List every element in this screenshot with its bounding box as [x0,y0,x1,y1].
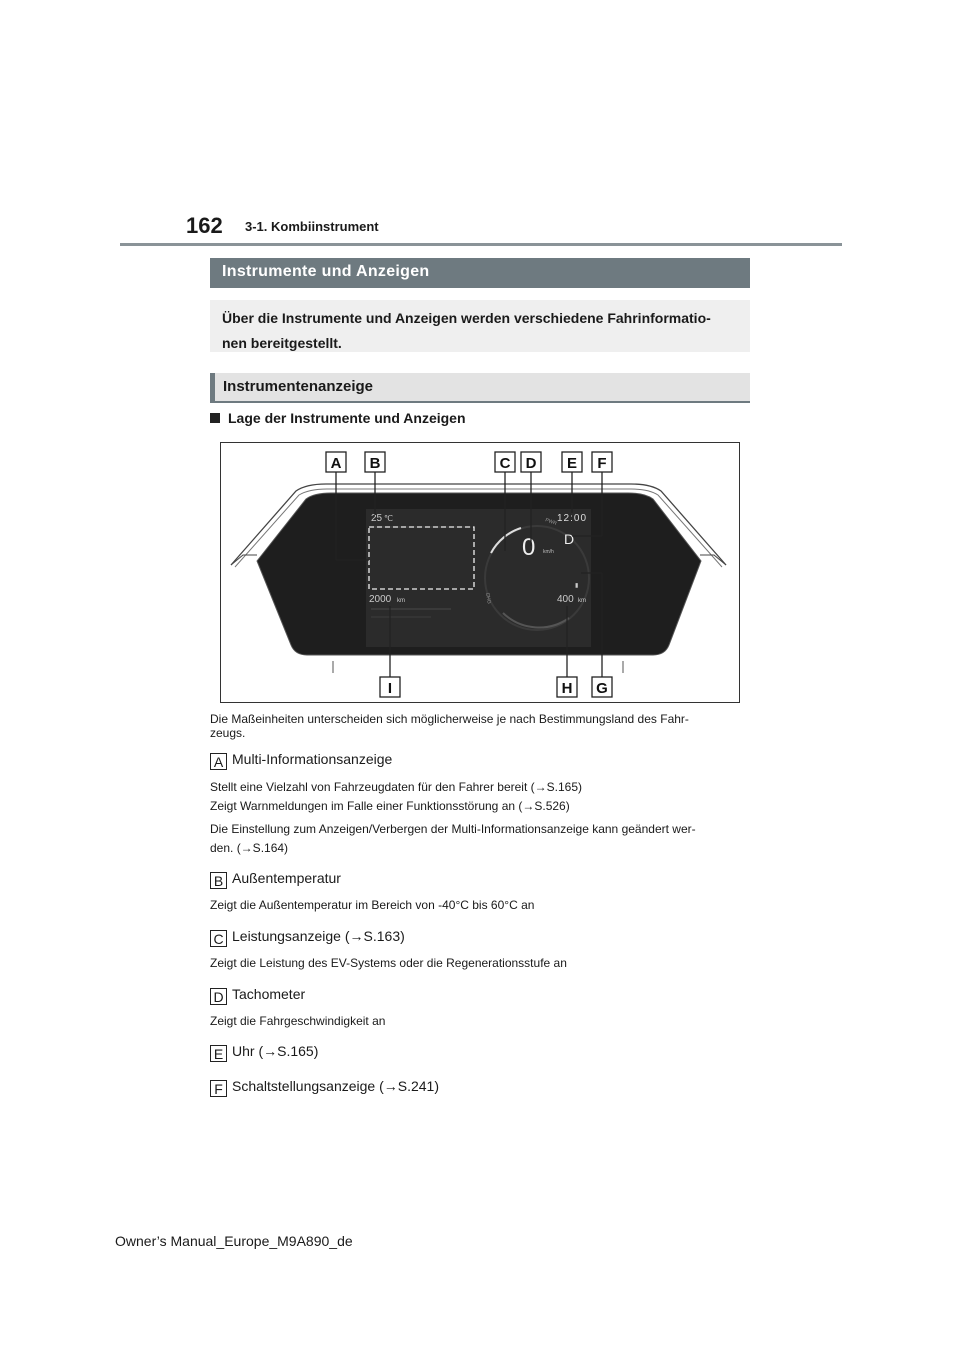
item-c-heading [210,928,405,947]
odometer-unit: km [397,598,405,604]
intro-line-2: nen bereitgestellt. [222,335,342,351]
section-title: 3-1. Kombiinstrument [245,219,379,234]
item-a-letter: A [210,753,227,770]
item-d-letter: D [210,988,227,1005]
item-c-desc-1: Zeigt die Leistung des EV-Systems oder die Regenerationsstufe an [210,956,567,970]
callout-f: F [597,455,607,472]
item-d-desc-1: Zeigt die Fahrgeschwindigkeit an [210,1014,386,1028]
pwr-label: PWR [544,517,558,527]
item-d-title: Tachometer [232,986,306,1002]
main-heading: Instrumente und Anzeigen [210,258,750,288]
item-a-desc-3: Die Einstellung zum Anzeigen/Verbergen der Multi-Informationsanzeige kann geändert wer- [210,822,696,836]
item-b-title: Außentemperatur [232,870,341,886]
range-unit: km [578,598,586,604]
callout-i: I [387,680,393,697]
range-gauge-icon: ▮ [575,583,579,589]
item-a-desc-2: Zeigt Warnmeldungen im Falle einer Funktionsstörung an (→S.526) [210,799,570,813]
figure-caption [210,712,750,740]
item-a-desc-1: Stellt eine Vielzahl von Fahrzeugdaten für den Fahrer bereit (→S.165) [210,780,582,794]
item-b-desc-1: Zeigt die Außentemperatur im Bereich von -40°C bis 60°C an [210,898,535,912]
header-divider [120,243,842,246]
item-b-heading [210,870,341,889]
footer-text: Owner’s Manual_Europe_M9A890_de [115,1233,353,1249]
intro-line-1: Über die Instrumente und Anzeigen werden verschiedene Fahrinformatio- [222,310,711,326]
sub-heading: Instrumentenanzeige [210,373,750,403]
callout-e: E [566,455,578,472]
callout-h: H [561,680,573,697]
instrument-cluster-figure [220,442,740,703]
caption-line-2: zeugs. [210,726,246,740]
bullet-heading [210,410,466,426]
bullet-square-icon [210,413,220,423]
item-f-title: Schaltstellungsanzeige (→S.241) [232,1078,440,1094]
item-e-title: Uhr (→S.165) [232,1043,319,1059]
item-c-letter: C [210,930,227,947]
range-value: 400 [557,594,574,605]
clock-value: 12:00 [557,513,588,524]
bullet-heading-text: Lage der Instrumente und Anzeigen [228,410,466,426]
item-b-letter: B [210,872,227,889]
speed-unit: km/h [543,549,554,555]
callout-d: D [525,455,537,472]
callout-a: A [330,455,342,472]
callout-c: C [499,455,511,472]
intro-box [210,300,750,352]
item-d-heading [210,986,305,1005]
item-a-heading [210,751,392,770]
page-number: 162 [186,213,223,238]
callout-g: G [596,680,608,697]
outside-temp-value: 25 [371,513,383,524]
outside-temp-unit: ℃ [384,514,393,523]
caption-line-1: Die Maßeinheiten unterscheiden sich möglicherweise je nach Bestimmungsland des Fahr- [210,712,689,726]
item-e-letter: E [210,1045,227,1062]
item-a-title: Multi-Informationsanzeige [232,751,393,767]
item-e-heading [210,1043,318,1062]
item-a-desc-4: den. (→S.164) [210,841,289,855]
chg-label: CHG [484,592,492,605]
speed-value: 0 [522,534,536,561]
item-f-heading [210,1078,439,1097]
callout-b: B [369,455,381,472]
gear-indicator: D [564,531,575,547]
odometer-value: 2000 [369,594,392,605]
item-c-title: Leistungsanzeige (→S.163) [232,928,405,944]
item-f-letter: F [210,1080,227,1097]
